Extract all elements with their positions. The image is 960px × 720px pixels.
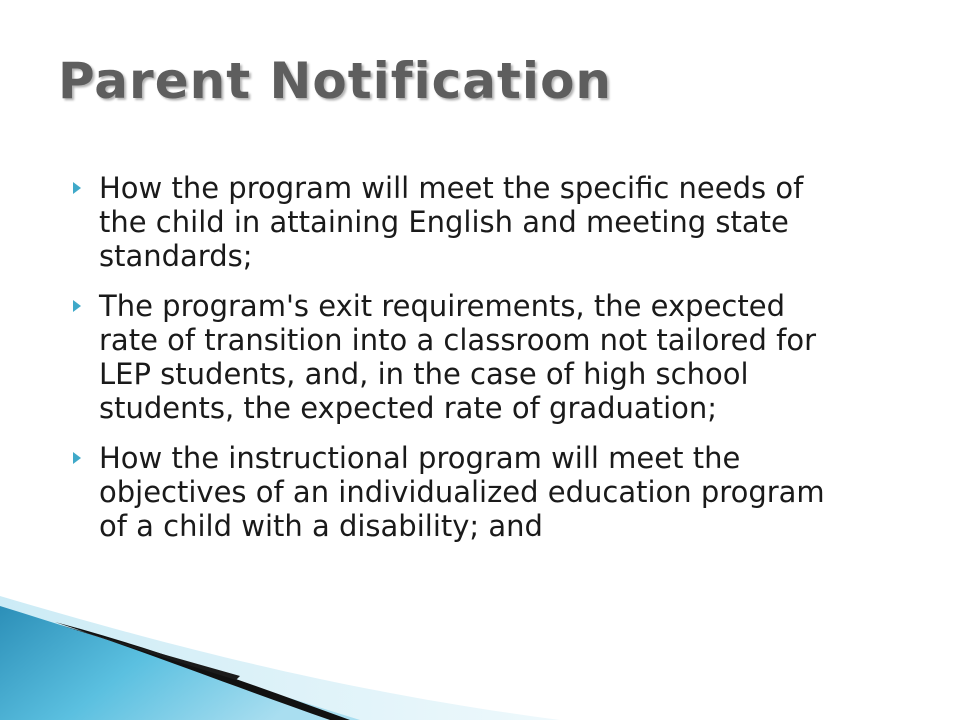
triangle-bullet-icon (70, 171, 84, 205)
bullet-item (70, 171, 850, 273)
bullet-text: How the program will meet the specific needs of the child in attaining English and meeting state standards; (99, 171, 804, 273)
bullet-list (70, 171, 850, 559)
slide-title: Parent Notification (58, 52, 613, 110)
bullet-item (70, 289, 850, 425)
triangle-bullet-icon (70, 289, 84, 323)
bullet-text: The program's exit requirements, the expected rate of transition into a classroom not tailored for LEP students, and, in the case of high school students, the expected rate of graduation; (99, 289, 816, 425)
bullet-text: How the instructional program will meet the objectives of an individualized education program of a child with a disability; and (99, 441, 825, 543)
bullet-item (70, 441, 850, 543)
triangle-bullet-icon (70, 441, 84, 475)
